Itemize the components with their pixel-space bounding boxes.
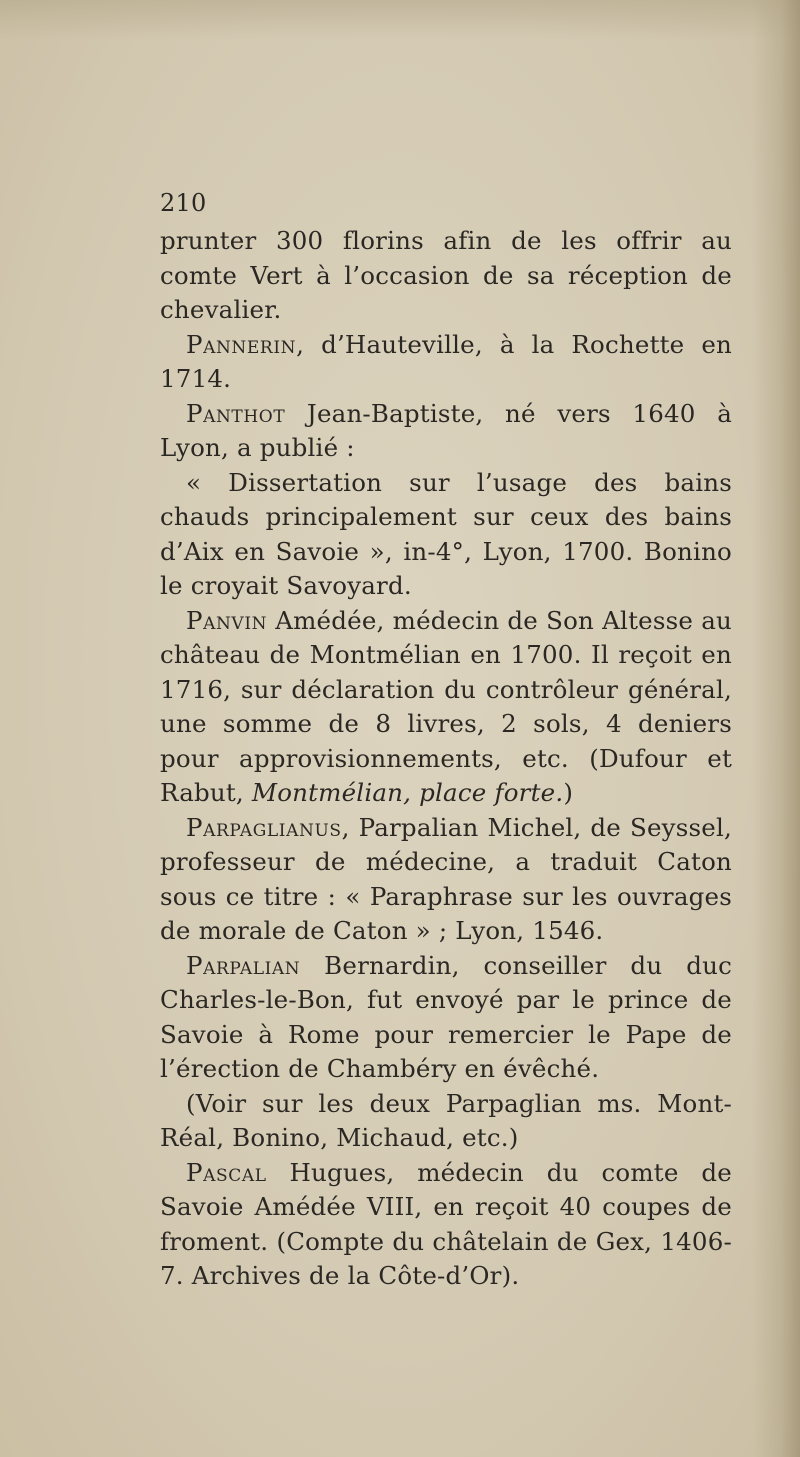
text-block — [160, 188, 732, 1294]
entry-text: Jean-Baptiste, né vers 1640 à Lyon, a publié : — [160, 398, 732, 462]
entry-pascal — [160, 1156, 732, 1294]
entry-headword: Parpaglianus — [186, 812, 342, 842]
entry-parpalian — [160, 949, 732, 1087]
entry-text-after: ) — [563, 778, 574, 807]
entry-parpaglianus — [160, 811, 732, 949]
entry-headword: Panvin — [186, 605, 268, 635]
entry-pannerin — [160, 328, 732, 397]
entry-headword: Pannerin — [186, 329, 297, 359]
page-top-shadow — [0, 0, 800, 40]
entry-headword: Pascal — [186, 1157, 267, 1187]
entry-text: Amédée, médecin de Son Altesse au château de Montmélian en 1700. Il reçoit en 1716, sur déclaration du contrôleur général, une somme de 8 livres, 2 sols, 4 deniers pour approvisionnements, etc. (Dufour et Rabut, — [160, 605, 732, 807]
entry-headword: Panthot — [186, 398, 286, 428]
paragraph-text: « Dissertation sur l’usage des bains chauds principalement sur ceux des bains d’Aix en Savoie », in-4°, Lyon, 1700. Bonino le croyait Savoyard. — [160, 467, 732, 600]
paragraph-text: (Voir sur les deux Parpaglian ms. Mont-Réal, Bonino, Michaud, etc.) — [160, 1088, 732, 1152]
entry-headword: Parpalian — [186, 950, 301, 980]
entry-italic-title: Montmélian, place forte. — [251, 778, 564, 807]
entry-panthot — [160, 397, 732, 466]
paragraph-dissertation — [160, 466, 732, 604]
paragraph-continuation — [160, 224, 732, 328]
entry-panvin — [160, 604, 732, 811]
entry-text: , Parpalian Michel, de Seyssel, professeur de médecine, a traduit Caton sous ce titre : « Paraphrase sur les ouvrages de morale de Caton » ; Lyon, 1546. — [160, 812, 732, 945]
entry-text: , d’Hauteville, à la Rochette en 1714. — [160, 329, 732, 393]
page-edge-shadow — [752, 0, 800, 1457]
entry-text: Hugues, médecin du comte de Savoie Amédée VIII, en reçoit 40 coupes de froment. (Compte du châtelain de Gex, 1406-7. Archives de la Côte-d’Or). — [160, 1157, 732, 1290]
paragraph-text: prunter 300 florins afin de les offrir au comte Vert à l’occasion de sa réception de chevalier. — [160, 226, 732, 324]
page-number: 210 — [160, 189, 207, 217]
entry-text: Bernardin, conseiller du duc Charles-le-Bon, fut envoyé par le prince de Savoie à Rome pour remercier le Pape de l’érection de Chambéry en évêché. — [160, 950, 732, 1083]
paragraph-voir — [160, 1087, 732, 1156]
